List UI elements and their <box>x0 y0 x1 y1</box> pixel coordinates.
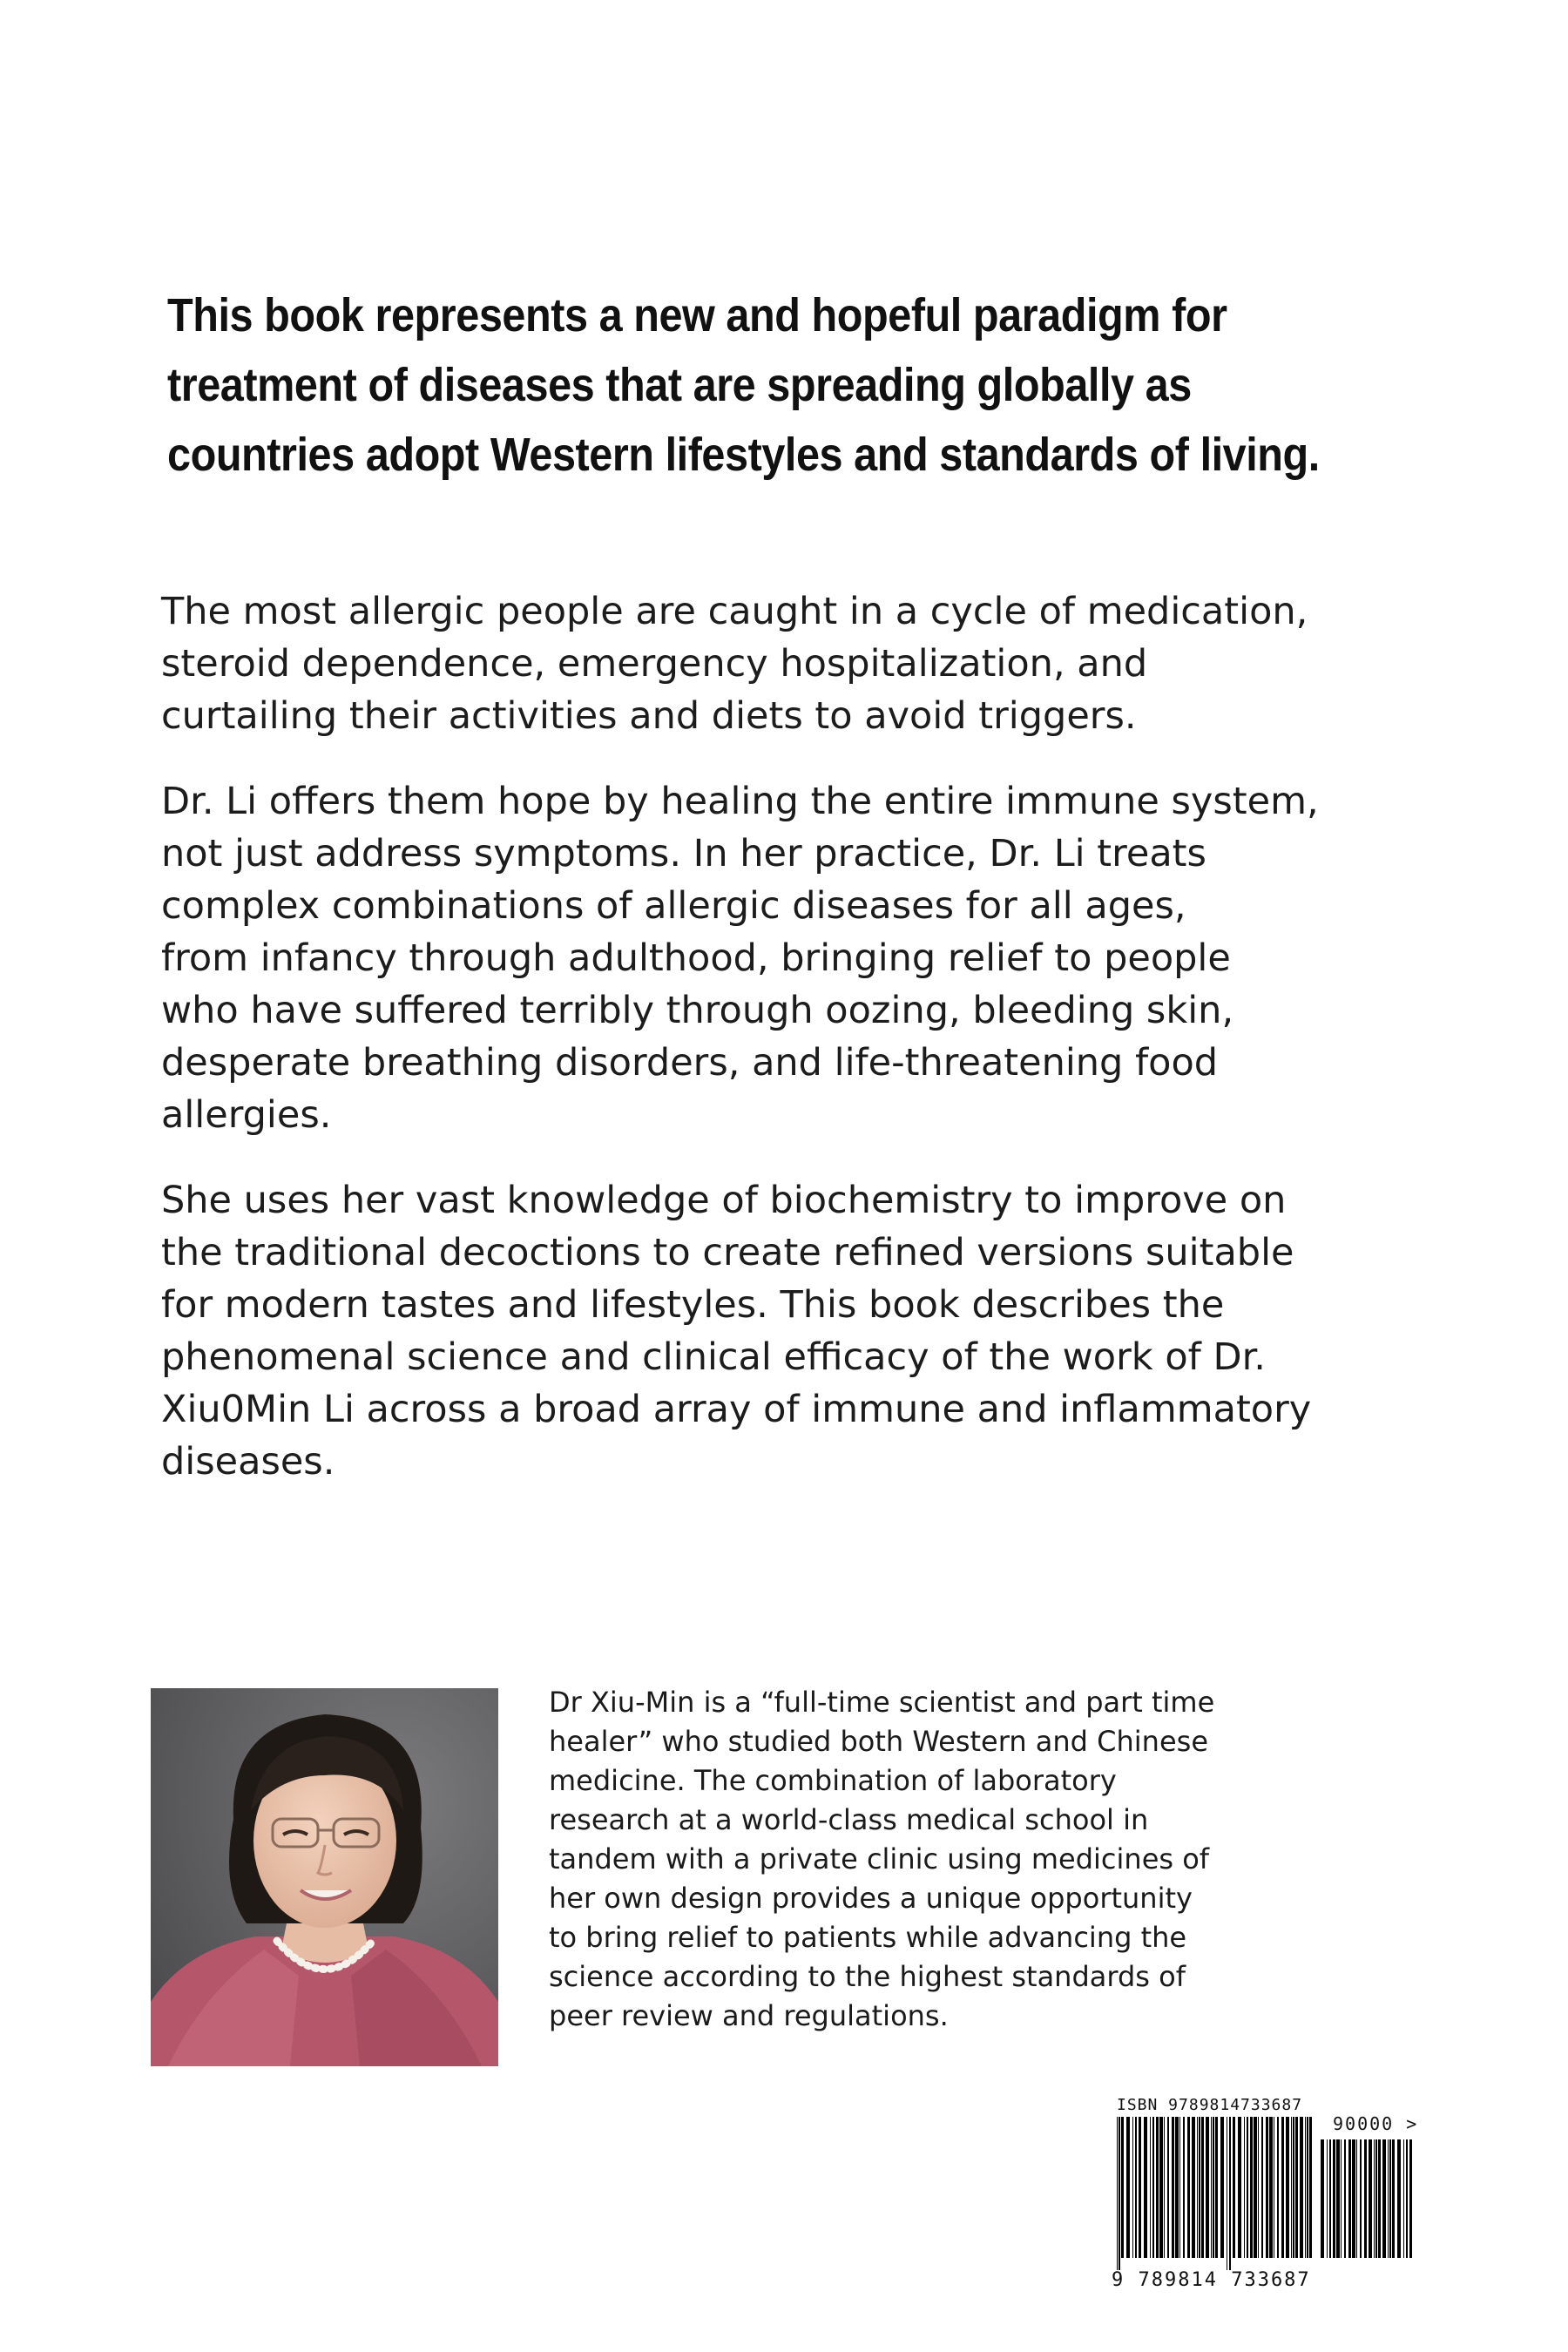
barcode-bar <box>1117 2117 1118 2270</box>
bio-line: her own design provides a unique opportunity <box>549 1882 1193 1915</box>
isbn-barcode <box>1112 2096 1443 2293</box>
barcode-bar <box>1197 2117 1198 2258</box>
barcode-bar <box>1167 2117 1169 2258</box>
bio-line: Dr Xiu-Min is a “full-time scientist and part time <box>549 1686 1215 1719</box>
description-line: diseases. <box>161 1440 335 1484</box>
description-line: Xiu0Min Li across a broad array of immune and inflammatory <box>161 1388 1312 1431</box>
barcode-bar <box>1175 2117 1179 2258</box>
barcode-bar <box>1261 2117 1263 2258</box>
barcode-bar <box>1192 2117 1195 2258</box>
barcode-bar <box>1179 2117 1180 2258</box>
barcode-bar <box>1201 2117 1204 2258</box>
barcode-bar <box>1238 2117 1241 2258</box>
barcode-bar <box>1135 2117 1137 2258</box>
barcode-bar <box>1360 2139 1362 2258</box>
description-line: complex combinations of allergic diseases for all ages, <box>161 884 1186 928</box>
author-photo <box>151 1688 498 2066</box>
barcode-bar <box>1132 2117 1133 2258</box>
isbn-label: ISBN 9789814733687 <box>1117 2096 1303 2114</box>
headline-line: countries adopt Western lifestyles and standards of living. <box>167 429 1320 481</box>
barcode-bar <box>1333 2139 1335 2258</box>
barcode-bar <box>1382 2139 1386 2258</box>
description-line: from infancy through adulthood, bringing relief to people <box>161 936 1231 980</box>
barcode-bar <box>1327 2139 1328 2258</box>
barcode-bar <box>1329 2139 1331 2258</box>
barcode-bar <box>1199 2117 1200 2258</box>
barcode-bar <box>1293 2117 1294 2258</box>
description-paragraph <box>161 775 1450 1141</box>
barcode-bar <box>1269 2117 1273 2258</box>
barcode-bar <box>1389 2139 1391 2258</box>
barcode-bar <box>1220 2117 1224 2258</box>
barcode-bar <box>1150 2117 1151 2258</box>
author-portrait-illustration <box>151 1688 498 2066</box>
barcode-bar <box>1266 2117 1268 2258</box>
barcode-bar <box>1307 2117 1308 2258</box>
author-bio <box>549 1683 1315 2036</box>
barcode-bar <box>1247 2117 1248 2258</box>
barcode-bar <box>1403 2139 1404 2258</box>
barcode-bar <box>1187 2117 1190 2258</box>
barcode-bar <box>1352 2139 1355 2258</box>
barcode-bar <box>1378 2139 1381 2258</box>
barcode-bar <box>1286 2117 1289 2258</box>
barcode-bar <box>1374 2139 1375 2258</box>
barcode-bar <box>1336 2139 1340 2258</box>
bio-line: medicine. The combination of laboratory <box>549 1764 1117 1797</box>
barcode-bar <box>1254 2117 1257 2258</box>
ean-digits: 9 789814 733687 <box>1112 2269 1311 2291</box>
barcode-bar <box>1244 2117 1245 2258</box>
description-line: steroid dependence, emergency hospitalization, and <box>161 642 1148 686</box>
barcode-bar <box>1344 2139 1346 2258</box>
description-line: not just address symptoms. In her practice, Dr. Li treats <box>161 832 1206 875</box>
addon-bars <box>1321 2139 1425 2270</box>
description-line: She uses her vast knowledge of biochemistry to improve on <box>161 1179 1287 1222</box>
headline <box>167 280 1320 490</box>
description-line: the traditional decoctions to create refined versions suitable <box>161 1231 1294 1274</box>
description-line: for modern tastes and lifestyles. This book describes the <box>161 1283 1225 1327</box>
barcode-bar <box>1341 2139 1342 2258</box>
barcode-bar <box>1156 2117 1159 2258</box>
headline-line: This book represents a new and hopeful paradigm for <box>167 289 1227 341</box>
description-line: desperate breathing disorders, and life-threatening food <box>161 1041 1219 1085</box>
barcode-bar <box>1213 2117 1214 2258</box>
barcode-bar <box>1144 2117 1147 2258</box>
barcode-bar <box>1277 2117 1279 2258</box>
barcode-bar <box>1375 2139 1377 2258</box>
barcode-bar <box>1305 2117 1306 2258</box>
description-line: curtailing their activities and diets to avoid triggers. <box>161 694 1137 738</box>
ean-bars <box>1117 2117 1314 2270</box>
barcode-bar <box>1397 2139 1401 2258</box>
barcode-bar <box>1172 2117 1174 2258</box>
barcode-bar <box>1392 2139 1395 2258</box>
barcode-bar <box>1159 2117 1163 2258</box>
price-code: 90000 > <box>1333 2113 1419 2134</box>
bio-line: peer review and regulations. <box>549 1999 949 2032</box>
bio-line: science according to the highest standards of <box>549 1960 1186 1993</box>
barcode-bar <box>1152 2117 1154 2258</box>
barcode-bar <box>1250 2117 1253 2258</box>
barcode-bar <box>1121 2117 1124 2258</box>
bio-line: research at a world-class medical school in <box>549 1803 1149 1836</box>
bio-line: tandem with a private clinic using medicines of <box>549 1842 1210 1876</box>
description-line: The most allergic people are caught in a cycle of medication, <box>161 590 1308 633</box>
barcode-bar <box>1300 2117 1303 2258</box>
headline-line: treatment of diseases that are spreading globally as <box>167 359 1192 411</box>
description-line: phenomenal science and clinical efficacy of the work of Dr. <box>161 1335 1266 1379</box>
barcode-bar <box>1291 2117 1292 2258</box>
barcode-bar <box>1183 2117 1185 2258</box>
bio-line: healer” who studied both Western and Chinese <box>549 1725 1208 1758</box>
barcode-bar <box>1409 2139 1412 2258</box>
barcode-bar <box>1119 2117 1120 2270</box>
barcode-bar <box>1364 2139 1367 2258</box>
barcode-bar <box>1258 2117 1259 2258</box>
barcode-bar <box>1356 2139 1357 2258</box>
description-line: who have suffered terribly through oozing, bleeding skin, <box>161 989 1234 1032</box>
barcode-bar <box>1139 2117 1141 2258</box>
barcode-bar <box>1388 2139 1389 2258</box>
barcode-bar <box>1164 2117 1165 2258</box>
barcode-bar <box>1211 2117 1212 2258</box>
barcode-bar <box>1309 2117 1312 2258</box>
description-line: allergies. <box>161 1093 332 1137</box>
book-description <box>161 585 1450 1521</box>
barcode-bar <box>1369 2139 1372 2258</box>
description-paragraph <box>161 1174 1450 1488</box>
barcode-bar <box>1229 2117 1231 2270</box>
barcode-bar <box>1206 2117 1209 2258</box>
description-paragraph <box>161 585 1450 742</box>
barcode-bar <box>1321 2139 1324 2258</box>
barcode-bar <box>1295 2117 1298 2258</box>
barcode-bar <box>1281 2117 1284 2258</box>
barcode-bar <box>1215 2117 1218 2258</box>
bio-line: to bring relief to patients while advancing the <box>549 1921 1187 1954</box>
description-line: Dr. Li offers them hope by healing the entire immune system, <box>161 780 1319 823</box>
barcode-bar <box>1126 2117 1130 2258</box>
barcode-bar <box>1233 2117 1235 2258</box>
barcode-bar <box>1348 2139 1351 2258</box>
barcode-bar <box>1406 2139 1408 2258</box>
